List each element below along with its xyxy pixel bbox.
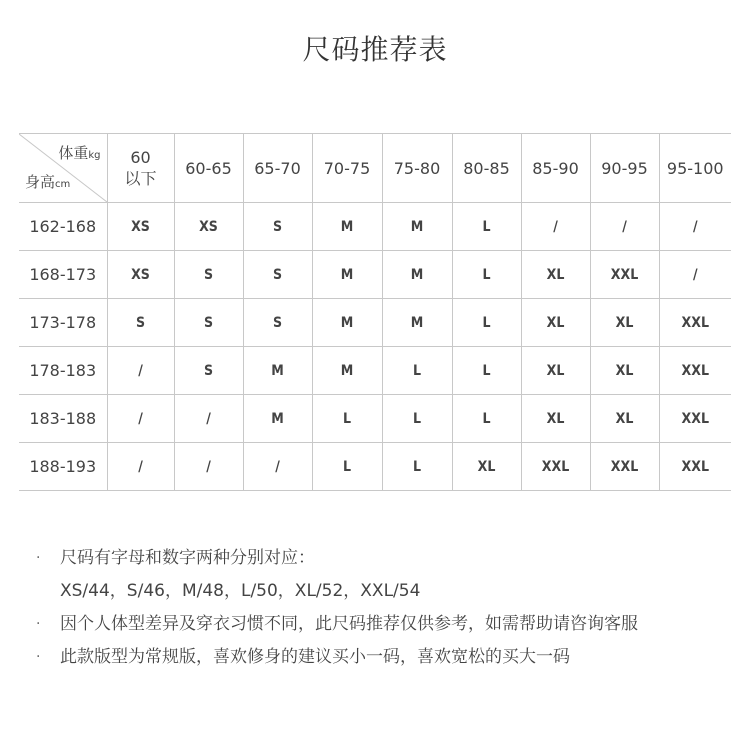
size-cell: XL [590,299,659,347]
size-cell: S [174,299,243,347]
size-cell: L [312,443,382,491]
size-cell: L [452,251,521,299]
size-cell: XL [521,395,590,443]
bullet-dot: · [36,550,41,566]
page-title: 尺码推荐表 [302,33,448,66]
size-cell: / [590,203,659,251]
size-cell: XL [521,347,590,395]
size-cell: M [312,203,382,251]
size-cell: S [243,299,312,347]
size-cell: XXL [590,443,659,491]
size-cell: L [382,395,452,443]
size-cell: S [243,203,312,251]
size-cell: L [382,443,452,491]
size-cell: M [382,251,452,299]
size-cell: / [174,443,243,491]
weight-column-header: 65-70 [243,134,312,203]
size-cell: L [382,347,452,395]
note-text: 尺码有字母和数字两种分别对应： [60,548,315,568]
weight-column-header: 70-75 [312,134,382,203]
corner-header-cell [19,134,107,203]
weight-column-header: 60-65 [174,134,243,203]
header-row [19,134,731,203]
size-cell: XL [521,251,590,299]
size-cell: XXL [521,443,590,491]
table-row [19,347,731,395]
size-cell: L [452,347,521,395]
weight-column-header: 80-85 [452,134,521,203]
size-chart-table [19,133,731,491]
size-cell: S [174,347,243,395]
size-cell: / [659,203,731,251]
size-cell: S [107,299,174,347]
size-cell: / [521,203,590,251]
table-row [19,203,731,251]
size-cell: M [382,299,452,347]
weight-column-header: 90-95 [590,134,659,203]
table-row [19,443,731,491]
size-cell: XL [590,347,659,395]
size-cell: / [243,443,312,491]
size-cell: XXL [659,395,731,443]
height-axis-label: 身高cm [25,173,71,191]
size-cell: / [659,251,731,299]
size-cell: / [174,395,243,443]
size-cell: L [452,299,521,347]
size-cell: XS [174,203,243,251]
weight-axis-label: 体重kg [58,144,101,162]
size-cell: XXL [659,347,731,395]
size-cell: / [107,395,174,443]
size-cell: XL [452,443,521,491]
note-text: 因个人体型差异及穿衣习惯不同，此尺码推荐仅供参考，如需帮助请咨询客服 [60,614,638,634]
size-cell: M [382,203,452,251]
weight-column-header: 85-90 [521,134,590,203]
height-range-cell: 162-168 [19,203,107,251]
size-cell: M [243,347,312,395]
weight-column-header: 95-100 [659,134,731,203]
table-row [19,395,731,443]
size-cell: L [452,203,521,251]
height-range-cell: 168-173 [19,251,107,299]
height-range-cell: 173-178 [19,299,107,347]
table-row [19,251,731,299]
table-row [19,299,731,347]
size-cell: L [312,395,382,443]
size-cell: XXL [659,443,731,491]
size-cell: / [107,347,174,395]
size-cell: XL [521,299,590,347]
size-cell: XXL [590,251,659,299]
size-cell: S [243,251,312,299]
note-text: 此款版型为常规版，喜欢修身的建议买小一码，喜欢宽松的买大一码 [60,647,570,667]
size-cell: XS [107,251,174,299]
size-cell: M [243,395,312,443]
size-cell: M [312,251,382,299]
size-cell: S [174,251,243,299]
height-range-cell: 183-188 [19,395,107,443]
size-cell: / [107,443,174,491]
weight-column-header: 75-80 [382,134,452,203]
size-cell: XL [590,395,659,443]
bullet-dot: · [36,649,41,665]
weight-column-header: 60 以下 [107,134,174,203]
size-cell: L [452,395,521,443]
size-cell: XS [107,203,174,251]
note-text: XS/44，S/46，M/48，L/50，XL/52，XXL/54 [60,581,421,601]
size-cell: M [312,299,382,347]
size-cell: M [312,347,382,395]
size-cell: XXL [659,299,731,347]
height-range-cell: 178-183 [19,347,107,395]
height-range-cell: 188-193 [19,443,107,491]
bullet-dot: · [36,616,41,632]
